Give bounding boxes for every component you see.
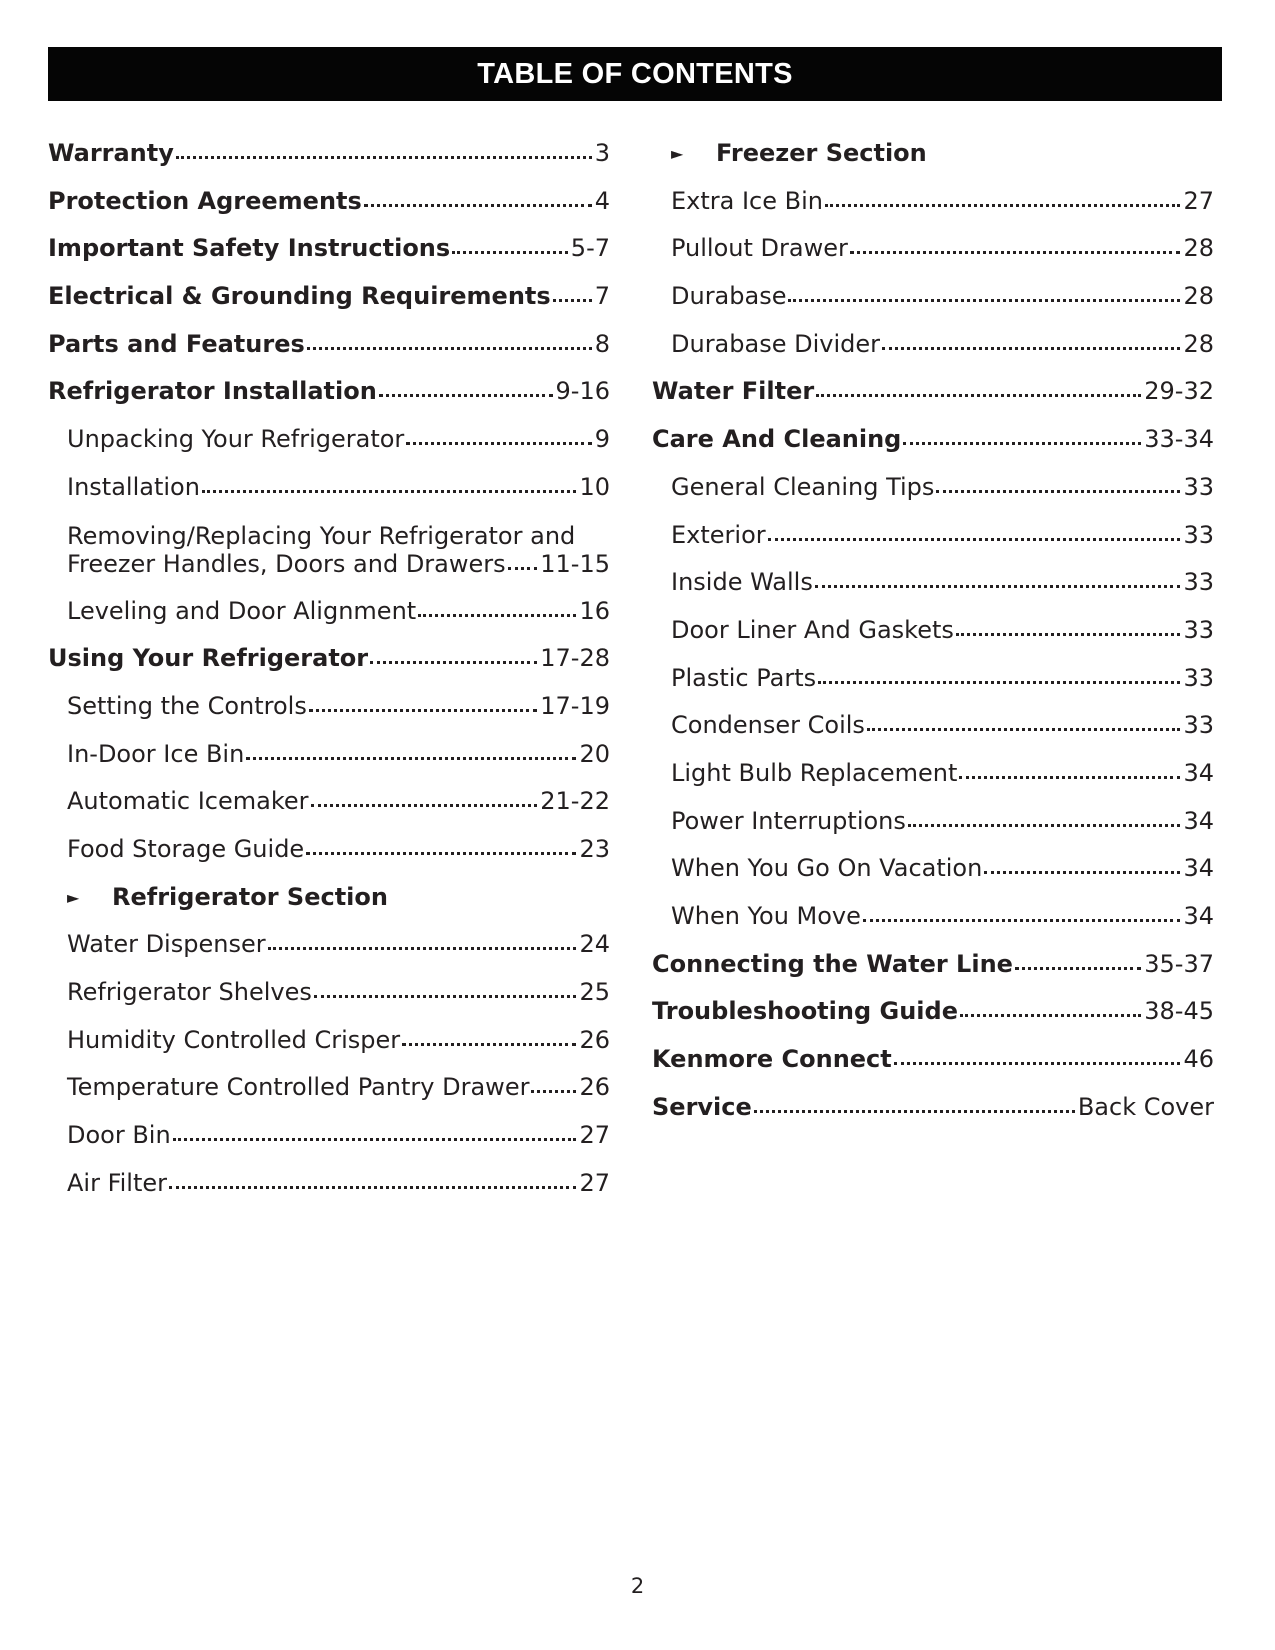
toc-entry-label: Water Dispenser bbox=[67, 930, 266, 959]
toc-entry-water-line[interactable] bbox=[652, 941, 1214, 989]
toc-entry-in-door-ice-bin[interactable] bbox=[48, 731, 610, 779]
toc-entry-label: Protection Agreements bbox=[48, 186, 362, 215]
toc-entry-automatic-icemaker[interactable] bbox=[48, 778, 610, 826]
dot-leader bbox=[402, 1043, 576, 1046]
triangle-right-icon: ► bbox=[671, 144, 684, 163]
toc-entry-pullout-drawer[interactable] bbox=[652, 225, 1214, 273]
dot-leader bbox=[379, 394, 553, 397]
dot-leader bbox=[936, 490, 1180, 493]
toc-entry-label-line2: Freezer Handles, Doors and Drawers bbox=[67, 549, 506, 578]
toc-entry-label: Using Your Refrigerator bbox=[48, 644, 369, 673]
toc-entry-care-cleaning[interactable] bbox=[652, 416, 1214, 464]
toc-entry-troubleshooting[interactable] bbox=[652, 988, 1214, 1036]
dot-leader bbox=[816, 394, 1141, 397]
toc-entry-page: 33 bbox=[1183, 472, 1214, 501]
triangle-right-icon: ► bbox=[67, 887, 80, 907]
toc-entry-page: 8 bbox=[594, 329, 610, 358]
dot-leader bbox=[882, 347, 1180, 350]
toc-entry-page: 34 bbox=[1183, 806, 1214, 835]
toc-entry-page: 16 bbox=[579, 596, 610, 625]
dot-leader bbox=[306, 852, 576, 855]
dot-leader bbox=[268, 947, 577, 950]
toc-entry-food-storage-guide[interactable] bbox=[48, 826, 610, 874]
toc-entry-label: When You Go On Vacation bbox=[671, 854, 983, 883]
toc-entry-label: Electrical & Grounding Requirements bbox=[48, 282, 551, 311]
dot-leader bbox=[788, 299, 1180, 302]
toc-entry-label: Inside Walls bbox=[671, 568, 813, 597]
dot-leader bbox=[815, 585, 1181, 588]
toc-entry-label: Unpacking Your Refrigerator bbox=[67, 425, 405, 454]
dot-leader bbox=[959, 776, 1180, 779]
dot-leader bbox=[956, 633, 1181, 636]
toc-entry-light-bulb[interactable] bbox=[652, 750, 1214, 798]
toc-entry-kenmore-connect[interactable] bbox=[652, 1036, 1214, 1084]
toc-entry-label: General Cleaning Tips bbox=[671, 472, 935, 501]
toc-entry-protection-agreements[interactable] bbox=[48, 178, 610, 226]
toc-entry-humidity-crisper[interactable] bbox=[48, 1017, 610, 1065]
toc-section-label: Freezer Section bbox=[716, 139, 927, 167]
toc-entry-inside-walls[interactable] bbox=[652, 559, 1214, 607]
toc-entry-label: Kenmore Connect bbox=[652, 1045, 892, 1074]
toc-entry-vacation[interactable] bbox=[652, 845, 1214, 893]
toc-entry-page: 17-19 bbox=[540, 691, 610, 720]
dot-leader bbox=[867, 728, 1181, 731]
toc-entry-water-dispenser[interactable] bbox=[48, 921, 610, 969]
toc-entry-label: Warranty bbox=[48, 139, 174, 167]
toc-entry-label: Connecting the Water Line bbox=[652, 949, 1013, 978]
dot-leader bbox=[908, 824, 1181, 827]
toc-entry-page: 9 bbox=[594, 425, 610, 454]
toc-entry-label: Care And Cleaning bbox=[652, 425, 902, 454]
toc-entry-label: Parts and Features bbox=[48, 329, 305, 358]
toc-entry-page: 26 bbox=[579, 1073, 610, 1102]
toc-entry-page: 9-16 bbox=[555, 377, 610, 406]
toc-entry-page: 34 bbox=[1183, 854, 1214, 883]
dot-leader bbox=[364, 204, 592, 207]
toc-entry-page: 33 bbox=[1183, 615, 1214, 644]
toc-entry-unpacking[interactable] bbox=[48, 416, 610, 464]
toc-entry-electrical-grounding[interactable] bbox=[48, 273, 610, 321]
toc-section-label: Refrigerator Section bbox=[112, 882, 388, 911]
dot-leader bbox=[314, 995, 577, 998]
toc-entry-refrigerator-installation[interactable] bbox=[48, 368, 610, 416]
toc-entry-page: 28 bbox=[1183, 234, 1214, 263]
toc-entry-label: In-Door Ice Bin bbox=[67, 739, 245, 768]
toc-entry-label: Important Safety Instructions bbox=[48, 234, 451, 263]
dot-leader bbox=[903, 442, 1141, 445]
toc-entry-durabase[interactable] bbox=[652, 273, 1214, 321]
toc-entry-water-filter[interactable] bbox=[652, 368, 1214, 416]
toc-entry-label: Automatic Icemaker bbox=[67, 787, 309, 816]
toc-entry-label: Plastic Parts bbox=[671, 663, 817, 692]
toc-entry-setting-controls[interactable] bbox=[48, 683, 610, 731]
page-number: 2 bbox=[630, 1574, 645, 1598]
toc-entry-label: When You Move bbox=[671, 902, 861, 930]
toc-entry-page: 46 bbox=[1183, 1045, 1214, 1074]
toc-entry-label: Refrigerator Shelves bbox=[67, 978, 312, 1006]
toc-entry-page: 35-37 bbox=[1144, 949, 1214, 978]
dot-leader bbox=[176, 156, 592, 159]
dot-leader bbox=[960, 1014, 1141, 1017]
toc-entry-page: 33 bbox=[1183, 711, 1214, 740]
toc-entry-label: Pullout Drawer bbox=[671, 234, 848, 263]
dot-leader bbox=[169, 1186, 576, 1189]
toc-entry-label: Temperature Controlled Pantry Drawer bbox=[67, 1073, 530, 1102]
dot-leader bbox=[850, 251, 1181, 254]
toc-entry-page: 23 bbox=[579, 834, 610, 863]
toc-entry-power-interruptions[interactable] bbox=[652, 798, 1214, 846]
toc-left-column bbox=[48, 130, 610, 1207]
dot-leader bbox=[768, 538, 1181, 541]
toc-entry-label: Durabase Divider bbox=[671, 329, 880, 358]
toc-entry-label: Exterior bbox=[671, 520, 766, 549]
toc-entry-page: 33 bbox=[1183, 568, 1214, 597]
toc-entry-page: 33 bbox=[1183, 663, 1214, 692]
toc-entry-page: 11-15 bbox=[540, 549, 610, 578]
toc-section-refrigerator bbox=[48, 874, 610, 922]
toc-entry-page: 27 bbox=[579, 1121, 610, 1150]
toc-entry-page: 17-28 bbox=[540, 644, 610, 673]
dot-leader bbox=[553, 299, 592, 302]
toc-entry-air-filter[interactable] bbox=[48, 1160, 610, 1208]
toc-entry-door-liner-gaskets[interactable] bbox=[652, 607, 1214, 655]
dot-leader bbox=[825, 204, 1180, 207]
dot-leader bbox=[531, 1090, 576, 1093]
toc-entry-page: 27 bbox=[579, 1168, 610, 1197]
toc-entry-label: Door Bin bbox=[67, 1121, 171, 1150]
toc-entry-page: 33 bbox=[1183, 520, 1214, 549]
dot-leader bbox=[818, 681, 1180, 684]
toc-entry-parts-features[interactable] bbox=[48, 321, 610, 369]
toc-entry-page: 28 bbox=[1183, 329, 1214, 358]
toc-entry-condenser-coils[interactable] bbox=[652, 702, 1214, 750]
toc-entry-label: Air Filter bbox=[67, 1168, 168, 1197]
dot-leader bbox=[863, 919, 1181, 922]
dot-leader bbox=[452, 251, 568, 254]
toc-entry-label-line1: Removing/Replacing Your Refrigerator and bbox=[67, 521, 576, 550]
toc-entry-leveling[interactable] bbox=[48, 588, 610, 636]
dot-leader bbox=[202, 490, 577, 493]
toc-entry-door-bin[interactable] bbox=[48, 1112, 610, 1160]
dot-leader bbox=[406, 442, 591, 445]
toc-entry-label: Condenser Coils bbox=[671, 711, 865, 740]
toc-entry-service[interactable] bbox=[652, 1084, 1214, 1132]
toc-entry-page: 34 bbox=[1183, 758, 1214, 787]
toc-entry-label: Humidity Controlled Crisper bbox=[67, 1025, 401, 1054]
dot-leader bbox=[508, 567, 538, 570]
toc-entry-page: 27 bbox=[1183, 186, 1214, 215]
toc-entry-page: 29-32 bbox=[1144, 377, 1214, 406]
dot-leader bbox=[754, 1110, 1075, 1113]
dot-leader bbox=[309, 709, 537, 712]
toc-entry-label: Food Storage Guide bbox=[67, 834, 305, 863]
dot-leader bbox=[1015, 967, 1141, 970]
toc-entry-label: Durabase bbox=[671, 282, 787, 311]
toc-entry-label: Installation bbox=[67, 472, 200, 501]
toc-entry-page: 4 bbox=[594, 186, 610, 215]
toc-entry-pantry-drawer[interactable] bbox=[48, 1064, 610, 1112]
toc-entry-page: 38-45 bbox=[1144, 997, 1214, 1026]
toc-entry-general-cleaning-tips[interactable] bbox=[652, 464, 1214, 512]
toc-entry-safety-instructions[interactable] bbox=[48, 225, 610, 273]
dot-leader bbox=[984, 871, 1180, 874]
toc-entry-page: 28 bbox=[1183, 282, 1214, 311]
toc-entry-label: Extra Ice Bin bbox=[671, 186, 823, 215]
toc-entry-durabase-divider[interactable] bbox=[652, 321, 1214, 369]
toc-entry-warranty[interactable] bbox=[48, 130, 610, 178]
toc-entry-page: 7 bbox=[594, 282, 610, 311]
toc-entry-page: 25 bbox=[579, 978, 610, 1006]
toc-entry-using-refrigerator[interactable] bbox=[48, 635, 610, 683]
dot-leader bbox=[894, 1062, 1181, 1065]
toc-header-bar bbox=[48, 47, 1222, 101]
toc-entry-refrigerator-shelves[interactable] bbox=[48, 969, 610, 1017]
toc-right-column bbox=[652, 130, 1214, 1131]
toc-entry-installation[interactable] bbox=[48, 464, 610, 512]
page-title: TABLE OF CONTENTS bbox=[477, 57, 793, 90]
toc-entry-label: Setting the Controls bbox=[67, 691, 307, 720]
toc-entry-extra-ice-bin[interactable] bbox=[652, 178, 1214, 226]
toc-entry-page: 24 bbox=[579, 930, 610, 959]
dot-leader bbox=[173, 1138, 577, 1141]
dot-leader bbox=[370, 661, 537, 664]
toc-entry-label: Water Filter bbox=[652, 377, 815, 406]
dot-leader bbox=[307, 347, 592, 350]
toc-entry-page: 26 bbox=[579, 1025, 610, 1054]
toc-entry-plastic-parts[interactable] bbox=[652, 655, 1214, 703]
toc-entry-exterior[interactable] bbox=[652, 512, 1214, 560]
toc-entry-page: Back Cover bbox=[1077, 1092, 1214, 1121]
toc-entry-page: 3 bbox=[594, 139, 610, 167]
toc-entry-label: Troubleshooting Guide bbox=[652, 997, 958, 1026]
toc-entry-page: 21-22 bbox=[540, 787, 610, 816]
toc-entry-label: Light Bulb Replacement bbox=[671, 758, 958, 787]
toc-entry-page: 20 bbox=[579, 739, 610, 768]
dot-leader bbox=[246, 757, 576, 760]
toc-section-freezer bbox=[652, 130, 1214, 178]
toc-entry-page: 10 bbox=[579, 472, 610, 501]
toc-entry-removing-replacing[interactable] bbox=[48, 512, 610, 588]
toc-entry-label: Power Interruptions bbox=[671, 806, 906, 835]
dot-leader bbox=[311, 804, 538, 807]
toc-entry-page: 34 bbox=[1183, 902, 1214, 930]
dot-leader bbox=[418, 614, 576, 617]
toc-entry-label: Leveling and Door Alignment bbox=[67, 596, 417, 625]
toc-entry-label: Service bbox=[652, 1092, 752, 1121]
toc-entry-when-you-move[interactable] bbox=[652, 893, 1214, 941]
toc-entry-page: 33-34 bbox=[1144, 425, 1214, 454]
toc-entry-label: Refrigerator Installation bbox=[48, 377, 377, 406]
toc-entry-page: 5-7 bbox=[570, 234, 610, 263]
toc-entry-label: Door Liner And Gaskets bbox=[671, 615, 954, 644]
